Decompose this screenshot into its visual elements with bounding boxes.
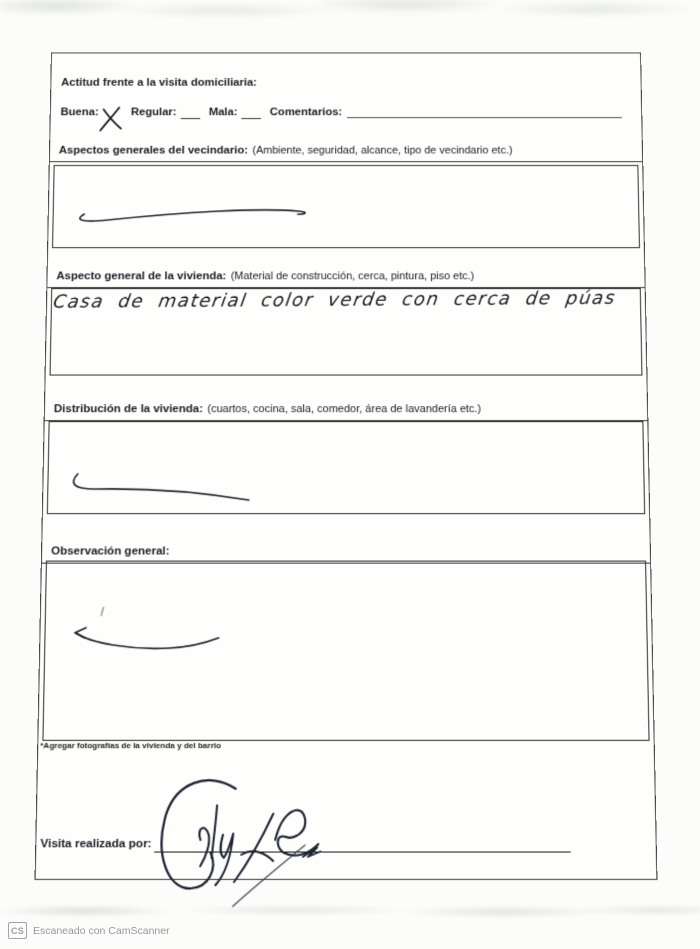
vivienda-section-header — [47, 267, 644, 288]
camscanner-watermark — [8, 922, 170, 939]
regular-blank-line — [180, 107, 200, 119]
visited-by-row — [40, 837, 645, 853]
camscanner-icon: CS — [8, 922, 27, 939]
handwritten-stroke — [53, 166, 640, 247]
vecindario-answer-box — [52, 165, 640, 248]
handwritten-x-mark — [98, 106, 124, 133]
option-regular-label: Regular: — [130, 106, 177, 119]
scan-noise-top — [0, 0, 700, 24]
option-buena-label: Buena: — [60, 106, 99, 119]
vivienda-answer-box — [50, 288, 643, 375]
comments-label: Comentarios: — [269, 106, 343, 119]
option-mala-label: Mala: — [208, 106, 238, 119]
camscanner-label: Escaneado con CamScanner — [33, 924, 170, 937]
vivienda-title: Aspecto general de la vivienda: — [56, 270, 227, 283]
form-border — [35, 52, 658, 879]
distribucion-title: Distribución de la vivienda: — [53, 403, 204, 416]
comments-blank-line — [347, 106, 622, 118]
vecindario-title: Aspectos generales del vecindario: — [58, 144, 249, 157]
scan-noise-bottom — [0, 903, 700, 919]
distribucion-hint: (cuartos, cocina, sala, comedor, área de lavandería etc.) — [207, 403, 482, 416]
vecindario-hint: (Ambiente, seguridad, alcance, tipo de vecindario etc.) — [252, 144, 513, 157]
observacion-answer-box — [42, 561, 649, 741]
visited-by-label: Visita realizada por: — [40, 837, 152, 851]
handwritten-signature — [150, 774, 327, 908]
handwritten-stroke — [48, 422, 645, 513]
observacion-title: Observación general: — [51, 545, 170, 558]
scanned-form-page — [35, 52, 658, 879]
attitude-section-title: Actitud frente a la visita domiciliaria: — [61, 77, 257, 89]
attitude-options-row — [60, 106, 629, 120]
handwritten-stroke-with-arrow — [43, 562, 649, 740]
mala-blank-line — [241, 107, 261, 119]
vecindario-section-header — [50, 141, 642, 162]
vivienda-handwritten-text: Casa de material color verde con cerca de púas — [51, 288, 618, 313]
distribucion-section-header — [45, 399, 648, 421]
distribucion-answer-box — [47, 421, 645, 514]
photos-footnote: *Agregar fotografías de la vivienda y del barrio — [40, 740, 222, 751]
vivienda-hint: (Material de construcción, cerca, pintura, piso etc.) — [230, 270, 475, 283]
